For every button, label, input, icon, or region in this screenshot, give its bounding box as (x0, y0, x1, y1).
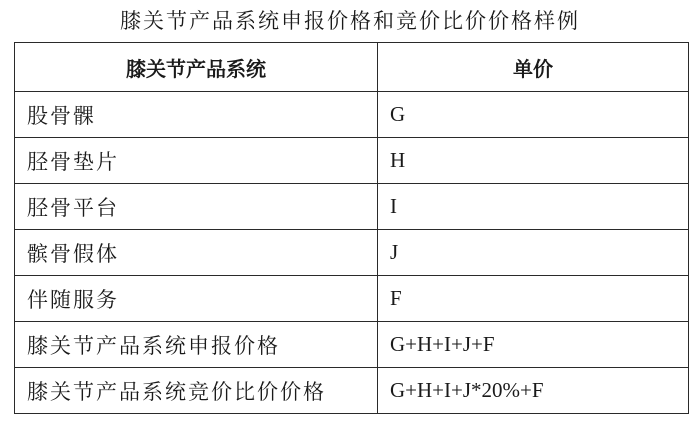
table-row (15, 92, 689, 138)
product-name-cell: 伴随服务 (15, 276, 378, 322)
unit-price-cell: J (378, 230, 689, 276)
unit-price-cell: G+H+I+J+F (378, 322, 689, 368)
table-row (15, 276, 689, 322)
unit-price-cell: H (378, 138, 689, 184)
unit-price-cell: G+H+I+J*20%+F (378, 368, 689, 414)
table-row (15, 230, 689, 276)
product-name-cell: 髌骨假体 (15, 230, 378, 276)
product-name-cell: 膝关节产品系统申报价格 (15, 322, 378, 368)
product-name-cell: 股骨髁 (15, 92, 378, 138)
price-table (14, 42, 689, 414)
table-row (15, 138, 689, 184)
unit-price-cell: G (378, 92, 689, 138)
product-name-cell: 胫骨垫片 (15, 138, 378, 184)
document-title: 膝关节产品系统申报价格和竞价比价价格样例 (120, 9, 580, 33)
unit-price-cell: I (378, 184, 689, 230)
product-name-cell: 胫骨平台 (15, 184, 378, 230)
table-header-row (15, 43, 689, 92)
unit-price-cell: F (378, 276, 689, 322)
table-row (15, 184, 689, 230)
table-row (15, 368, 689, 414)
column-header-unit-price: 单价 (378, 43, 689, 92)
column-header-product: 膝关节产品系统 (15, 43, 378, 92)
product-name-cell: 膝关节产品系统竞价比价价格 (15, 368, 378, 414)
table-row (15, 322, 689, 368)
